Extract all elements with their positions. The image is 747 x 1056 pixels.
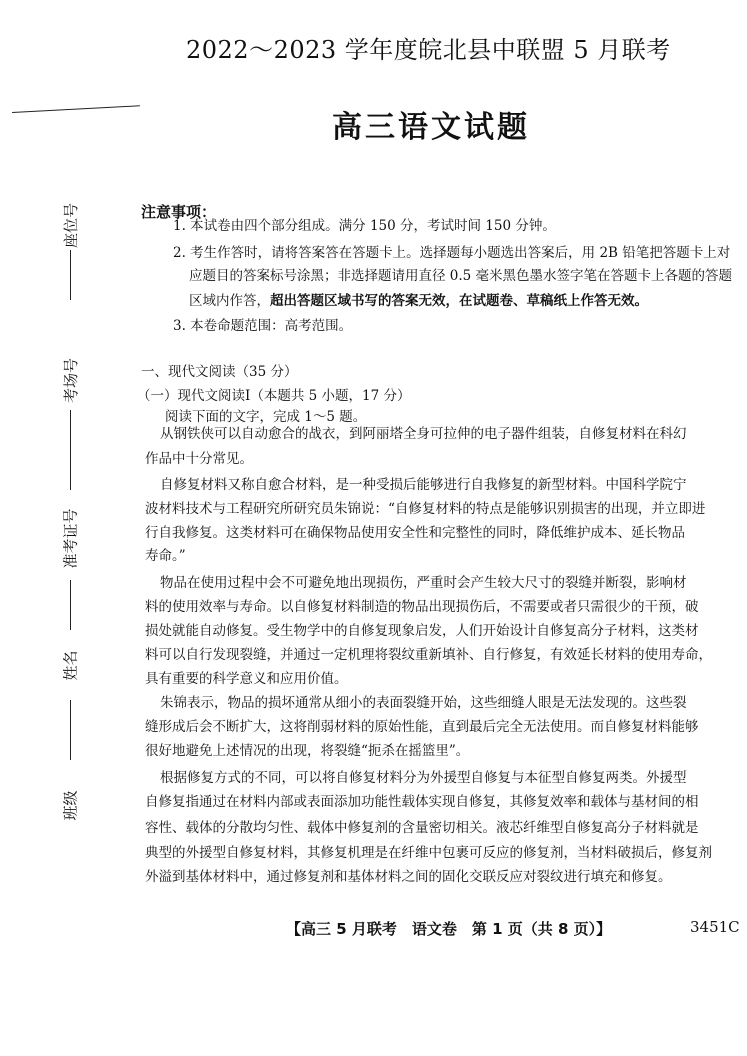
passage-line: 朱锦表示，物品的损坏通常从细小的表面裂缝开始，这些细缝人眼是无法发现的。这些裂 (160, 695, 687, 711)
passage-line: 很好地避免上述情况的出现，将裂缝“扼杀在摇篮里”。 (145, 743, 470, 759)
notice-item: 2. 考生作答时，请将答案答在答题卡上。选择题每小题选出答案后，用 2B 铅笔把答题卡上对 (173, 245, 731, 261)
section-subtitle: （一）现代文阅读Ⅰ（本题共 5 小题，17 分） (137, 388, 411, 404)
passage-line: 损处就能自动修复。受生物学中的自修复现象启发，人们开始设计自修复高分子材料，这类材 (145, 623, 699, 639)
notice-heading: 注意事项： (141, 203, 217, 221)
page-footer: 【高三 5 月联考 语文卷 第 1 页（共 8 页）】 (286, 920, 612, 938)
margin-divider (70, 250, 71, 300)
passage-line: 物品在使用过程中会不可避免地出现损伤，严重时会产生较大尺寸的裂缝并断裂，影响材 (160, 575, 687, 591)
notice-item (189, 288, 648, 314)
passage-line: 缝形成后会不断扩大，这将削弱材料的原始性能，直到最后完全无法使用。而自修复材料能够 (145, 719, 699, 735)
section-title: 一、现代文阅读（35 分） (141, 364, 298, 380)
passage-line: 料的使用效率与寿命。以自修复材料制造的物品出现损伤后，不需要或者只需很少的干预，破 (145, 599, 699, 615)
passage-line: 作品中十分常见。 (145, 451, 253, 467)
notice-item: 应题目的答案标号涂黑；非选择题请用直径 0.5 毫米黑色墨水签字笔在答题卡上各题的答题 (189, 268, 733, 284)
class-label: 班级 (61, 790, 80, 821)
notice-item-text: 区域内作答， (189, 293, 270, 309)
passage-line: 波材料技术与工程研究所研究员朱锦说：“自修复材料的特点是能够识别损害的出现，并立即进 (145, 501, 706, 517)
passage-line: 具有重要的科学意义和应用价值。 (145, 671, 348, 687)
passage-line: 外溢到基体材料中，通过修复剂和基体材料之间的固化交联反应对裂纹进行填充和修复。 (145, 869, 672, 885)
passage-line: 从钢铁侠可以自动愈合的战衣，到阿丽塔全身可拉伸的电子器件组装，自修复材料在科幻 (160, 426, 687, 442)
passage-line: 自修复材料又称自愈合材料，是一种受损后能够进行自我修复的新型材料。中国科学院宁 (160, 477, 687, 493)
passage-line: 自修复指通过在材料内部或表面添加功能性载体实现自修复，其修复效率和载体与基材间的相 (145, 794, 699, 810)
notice-item-warning: 超出答题区域书写的答案无效，在试题卷、草稿纸上作答无效。 (270, 293, 648, 309)
margin-divider (70, 580, 71, 630)
notice-item: 1. 本试卷由四个部分组成。满分 150 分，考试时间 150 分钟。 (173, 218, 556, 234)
passage-line: 寿命。” (145, 548, 186, 564)
paper-code: 3451C (690, 918, 740, 936)
margin-divider (70, 700, 71, 760)
paper-title: 高三语文试题 (332, 110, 530, 145)
notice-item: 3. 本卷命题范围：高考范围。 (173, 318, 353, 334)
margin-top-line (12, 105, 140, 113)
exam-title: 2022～2023 学年度皖北县中联盟 5 月联考 (186, 36, 671, 64)
margin-divider (70, 410, 71, 490)
passage-line: 容性、载体的分散均匀性、载体中修复剂的含量密切相关。液芯纤维型自修复高分子材料就是 (145, 820, 699, 836)
passage-line: 料可以自行发现裂缝，并通过一定机理将裂纹重新填补、自行修复，有效延长材料的使用寿命， (145, 647, 712, 663)
passage-line: 典型的外援型自修复材料，其修复机理是在纤维中包裹可反应的修复剂，当材料破损后，修复剂 (145, 845, 712, 861)
section-instruction: 阅读下面的文字，完成 1～5 题。 (165, 409, 367, 425)
seat-number-label: 座位号 (62, 202, 81, 249)
admission-number-label: 准考证号 (61, 508, 80, 569)
name-label: 姓名 (61, 650, 80, 681)
passage-line: 根据修复方式的不同，可以将自修复材料分为外援型自修复与本征型自修复两类。外援型 (160, 770, 687, 786)
passage-line: 行自我修复。这类材料可在确保物品使用安全性和完整性的同时，降低维护成本、延长物品 (145, 525, 685, 541)
exam-room-label: 考场号 (62, 357, 81, 404)
